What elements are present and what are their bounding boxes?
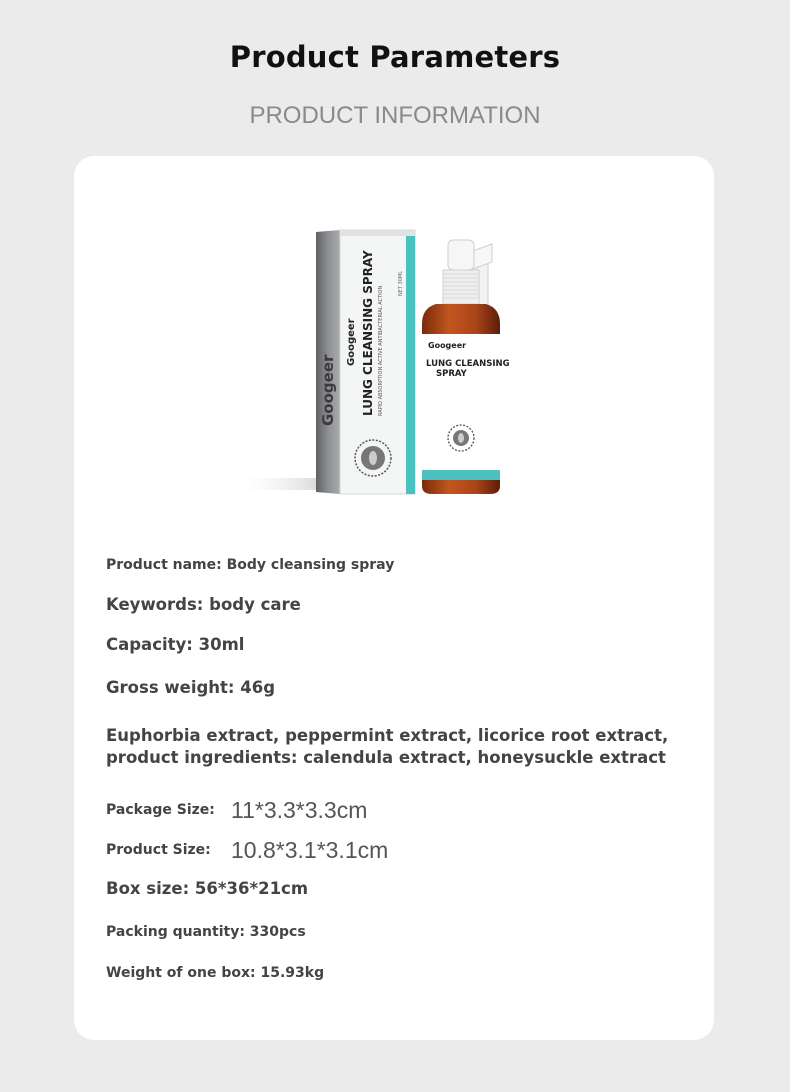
product-info-card (74, 156, 714, 1040)
param-package-size-value: 11*3.3*3.3cm (231, 797, 368, 823)
param-capacity: Capacity: 30ml (106, 635, 245, 654)
param-box-weight: Weight of one box: 15.93kg (106, 965, 325, 981)
spray-collar (443, 270, 479, 304)
box-stripe (406, 230, 415, 494)
page-subtitle: PRODUCT INFORMATION (249, 102, 541, 129)
spray-head (448, 240, 474, 270)
page-title: Product Parameters (229, 40, 561, 74)
param-keywords: Keywords: body care (106, 595, 301, 614)
box-brand: Googeer (346, 318, 357, 366)
param-box-size: Box size: 56*36*21cm (106, 879, 309, 898)
param-product-size-value: 10.8*3.1*3.1cm (231, 837, 389, 863)
box-title: LUNG CLEANSING SPRAY (361, 250, 375, 416)
param-product-name: Product name: Body cleansing spray (106, 557, 395, 573)
param-package-size-label: Package Size: (106, 802, 215, 818)
bottle-title-1: LUNG CLEANSING (426, 359, 510, 369)
param-ingredients-line2: product ingredients: calendula extract, honeysuckle extract (106, 748, 666, 767)
param-gross-weight: Gross weight: 46g (106, 678, 276, 697)
box-net-text: NET 30ML (398, 270, 404, 296)
bottle-brand: Googeer (428, 341, 467, 350)
bottle-label (422, 334, 500, 480)
box-small-text: RAPID ABSORPTION ACTIVE ANTIBACTERIAL ACTION (378, 285, 384, 416)
bottle-title-2: SPRAY (436, 369, 467, 379)
product-image (230, 216, 530, 506)
box-side-brand: Googeer (319, 354, 337, 426)
param-ingredients-line1: Euphorbia extract, peppermint extract, licorice root extract, (106, 726, 669, 745)
param-packing-quantity: Packing quantity: 330pcs (106, 924, 306, 940)
param-product-size-label: Product Size: (106, 842, 211, 858)
